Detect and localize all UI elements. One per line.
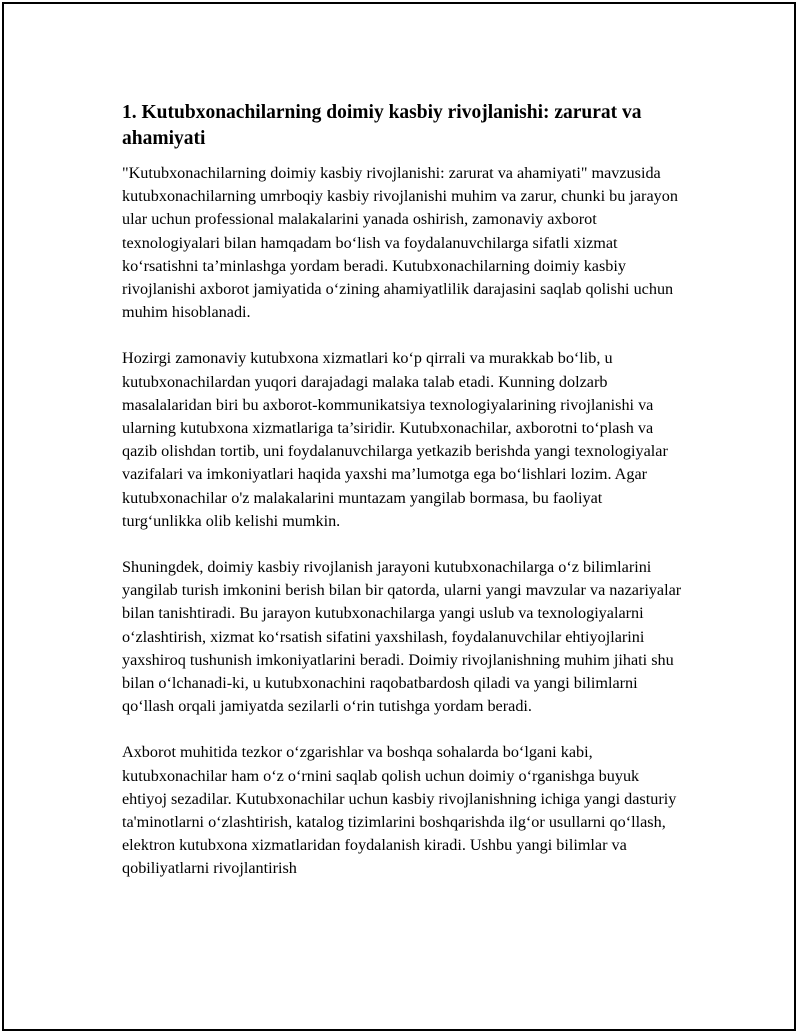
paragraph-3: Shuningdek, doimiy kasbiy rivojlanish jarayoni kutubxonachilarga o‘z bilimlarini yangilab turish imkonini berish bilan bir qatorda, ularni yangi mavzular va nazariyalar bilan tanishtiradi. Bu jarayon kutubxonachilarga yangi uslub va texnologiyalarni o‘zlashtirish, xizmat ko‘rsatish sifatini yaxshilash, foydalanuvchilar ehtiyojlarini yaxshiroq tushunish imkoniyatlarini beradi. Doimiy rivojlanishning muhim jihati shu bilan o‘lchanadi-ki, u kutubxonachini raqobatbardosh qiladi va yangi bilimlarni qo‘llash orqali jamiyatda sezilarli o‘rin tutishga yordam beradi. — [122, 558, 682, 716]
document-page — [2, 2, 796, 1031]
paragraph-1: "Kutubxonachilarning doimiy kasbiy rivojlanishi: zarurat va ahamiyati" mavzusida kutubxonachilarning umrboqiy kasbiy rivojlanishi muhim va zarur, chunki bu jarayon ular uchun professional malakalarini yanada oshirish, zamonaviy axborot texnologiyalari bilan hamqadam bo‘lish va foydalanuvchilarga sifatli xizmat ko‘rsatishni ta’minlashga yordam beradi. Kutubxonachilarning doimiy kasbiy rivojlanishi axborot jamiyatida o‘zining ahamiyatlilik darajasini saqlab qolishi uchun muhim hisoblanadi. — [122, 164, 678, 322]
paragraph-2: Hozirgi zamonaviy kutubxona xizmatlari ko‘p qirrali va murakkab bo‘lib, u kutubxonachilardan yuqori darajadagi malaka talab etadi. Kunning dolzarb masalalaridan biri bu axborot-kommunikatsiya texnologiyalarining rivojlanishi va ularning kutubxona xizmatlariga ta’siridir. Kutubxonachilar, axborotni to‘plash va qazib olishdan tortib, uni foydalanuvchilarga yetkazib berishda yangi texnologiyalar vazifalari va imkoniyatlari haqida yaxshi ma’lumotga ega bo‘lishlari lozim. Agar kutubxonachilar o'z malakalarini muntazam yangilab bormasa, bu faoliyat turg‘unlikka olib kelishi mumkin. — [122, 349, 668, 530]
document-body — [122, 100, 684, 904]
section-heading: 1. Kutubxonachilarning doimiy kasbiy rivojlanishi: zarurat va ahamiyati — [122, 102, 642, 149]
paragraph-4: Axborot muhitida tezkor o‘zgarishlar va boshqa sohalarda bo‘lgani kabi, kutubxonachilar ham o‘z o‘rnini saqlab qolish uchun doimiy o‘rganishga buyuk ehtiyoj sezadilar. Kutubxonachilar uchun kasbiy rivojlanishning ichiga yangi dasturiy ta'minotlarni o‘zlashtirish, katalog tizimlarini boshqarishda ilg‘or usullarni qo‘llash, elektron kutubxona xizmatlaridan foydalanish kiradi. Ushbu yangi bilimlar va qobiliyatlarni rivojlantirish — [122, 743, 677, 878]
